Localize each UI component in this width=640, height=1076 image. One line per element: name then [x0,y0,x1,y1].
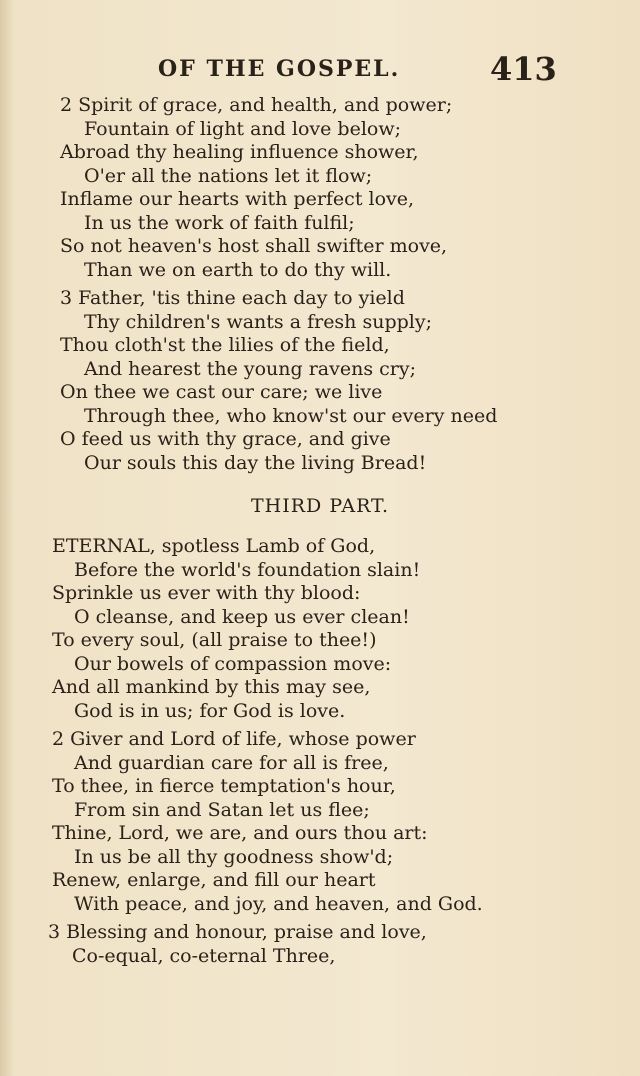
verse-line: In us be all thy goodness show'd; [74,845,394,868]
verse-line: On thee we cast our care; we live [60,381,383,403]
verse-line: Through thee, who know'st our every need [84,404,498,427]
running-title: OF THE GOSPEL. [158,56,401,82]
verse-line: 2 Giver and Lord of life, whose power [52,728,416,750]
verse-line: ETERNAL, spotless Lamb of God, [52,535,376,557]
verse-line: To thee, in fierce temptation's hour, [52,775,396,797]
verse-line: Co-equal, co-eternal Three, [72,944,336,967]
verse-line: Thine, Lord, we are, and ours thou art: [52,822,428,844]
hymn-third-part [0,535,640,968]
verse-line: Fountain of light and love below; [84,117,401,140]
verse-line: Before the world's foundation slain! [74,558,421,581]
stanza [0,921,640,968]
hymn-part-continuation [0,94,640,475]
verse-line: 3 Father, 'tis thine each day to yield [60,287,405,309]
verse-line: And hearest the young ravens cry; [84,357,416,380]
verse-line: And all mankind by this may see, [52,676,371,698]
verse-line: From sin and Satan let us flee; [74,798,370,821]
verse-line: Thou cloth'st the lilies of the field, [60,334,390,356]
verse-line: 3 Blessing and honour, praise and love, [48,921,427,943]
verse-line: Sprinkle us ever with thy blood: [52,582,361,604]
verse-line: Inflame our hearts with perfect love, [60,188,415,210]
verse-line: With peace, and joy, and heaven, and God. [74,892,483,915]
verse-line: O cleanse, and keep us ever clean! [74,605,410,628]
verse-line: In us the work of faith fulfil; [84,211,355,234]
verse-line: Abroad thy healing influence shower, [60,141,419,163]
verse-line: Than we on earth to do thy will. [84,258,392,281]
part-title: THIRD PART. [251,495,389,517]
stanza [0,287,640,475]
hymn-text [0,94,640,968]
page-header [0,50,640,90]
verse-line: So not heaven's host shall swifter move, [60,235,448,257]
stanza [0,94,640,282]
verse-line: O feed us with thy grace, and give [60,428,391,450]
verse-line: Our bowels of compassion move: [74,652,392,675]
stanza [0,728,640,916]
verse-line: 2 Spirit of grace, and health, and power; [60,94,453,116]
verse-line: Renew, enlarge, and fill our heart [52,869,376,891]
verse-line: And guardian care for all is free, [74,751,389,774]
page-number: 413 [490,50,557,88]
verse-line: Our souls this day the living Bread! [84,451,427,474]
verse-line: O'er all the nations let it flow; [84,164,373,187]
verse-line: To every soul, (all praise to thee!) [52,629,377,651]
stanza [0,535,640,723]
verse-line: Thy children's wants a fresh supply; [84,310,432,333]
verse-line: God is in us; for God is love. [74,699,346,722]
